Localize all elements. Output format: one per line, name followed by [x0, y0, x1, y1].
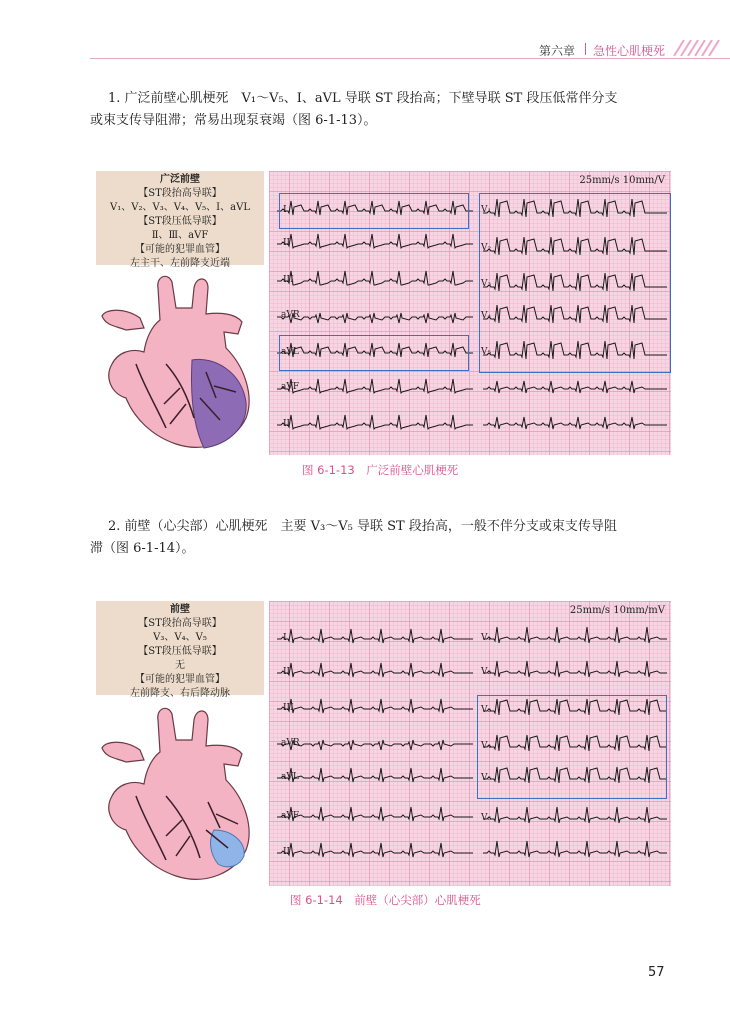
page-header	[0, 0, 730, 62]
ecg-trace-left-1	[277, 629, 473, 643]
ecg-trace-right-2	[483, 661, 667, 677]
ecg-strip-figure2	[269, 601, 671, 886]
lead-label-aVL: aVL	[281, 347, 299, 357]
lead-label-III: III	[283, 703, 294, 713]
ecg-strip-figure1	[269, 171, 671, 455]
lead-label-aVF: aVF	[281, 382, 300, 392]
lead-label-aVR: aVR	[281, 738, 300, 748]
section2-line1: 2. 前壁（心尖部）心肌梗死 主要 V₃～V₅ 导联 ST 段抬高，一般不伴分支或束支传导阻	[108, 519, 617, 534]
info-line: 左主干、左前降支近端	[130, 258, 230, 269]
section2-line2: 滞（图 6-1-14）。	[90, 541, 195, 556]
page-number: 57	[648, 965, 665, 980]
ecg-trace-left-5	[277, 768, 473, 782]
info-line: V₁、V₂、V₃、V₄、V₅、Ⅰ、aVL	[110, 202, 250, 213]
section1-line2: 或束支传导阻滞；常易出现泵衰竭（图 6-1-13）。	[90, 113, 377, 128]
lead-label-aVF: aVF	[281, 811, 300, 821]
info-line: 【可能的犯罪血管】	[135, 244, 225, 255]
figure2-caption: 图 6-1-14 前壁（心尖部）心肌梗死	[290, 893, 481, 907]
info-title: 前壁	[170, 604, 190, 615]
heart-illustration-anterior-extensive	[96, 268, 266, 458]
ecg-trace-left-7	[277, 415, 473, 429]
figure1-caption: 图 6-1-13 广泛前壁心肌梗死	[302, 463, 459, 477]
highlight-box-V1-V5	[479, 193, 671, 373]
chapter-title: 急性心肌梗死	[593, 44, 666, 58]
highlight-box-I	[279, 193, 469, 229]
ecg-speed-label: 25mm/s 10mm/V	[579, 175, 665, 186]
info-line: 【ST段压低导联】	[138, 216, 222, 227]
lead-label-I: I	[283, 205, 287, 215]
header-stripes-decoration	[672, 40, 722, 56]
ecg-trace-left-3	[277, 271, 473, 285]
info-line: V₃、V₄、V₅	[153, 632, 207, 643]
ecg-trace-right-1	[483, 627, 667, 643]
ecg-trace-left-2	[277, 234, 473, 248]
section1-line1: 1. 广泛前壁心肌梗死 V₁～V₅、Ⅰ、aVL 导联 ST 段抬高；下壁导联 ST 段压低常伴分支	[108, 91, 618, 106]
highlight-box-V3-V5	[477, 695, 667, 799]
lead-label-aVR: aVR	[281, 310, 300, 320]
lead-label-V2: V₂	[481, 243, 492, 253]
info-line: 【ST段抬高导联】	[138, 618, 222, 629]
ecg-trace-right-7	[483, 841, 667, 857]
info-title: 广泛前壁	[160, 174, 200, 185]
ecg-trace-right-6	[483, 807, 667, 823]
ecg-trace-left-2	[277, 663, 473, 677]
ecg-trace-left-6	[277, 807, 473, 821]
lead-label-II-rhythm: II	[283, 419, 291, 429]
lead-label-II: II	[283, 667, 291, 677]
ecg-trace-right-7	[483, 417, 667, 429]
lead-label-V5: V₅	[481, 773, 492, 783]
ecg-trace-left-7	[277, 843, 473, 857]
lead-label-I: I	[283, 633, 287, 643]
lead-label-V1: V₁	[481, 205, 492, 215]
lead-label-II-rhythm: II	[283, 847, 291, 857]
ecg-speed-label: 25mm/s 10mm/mV	[569, 605, 665, 616]
lead-label-V6: V₆	[481, 813, 492, 823]
info-line: 无	[175, 660, 185, 671]
figure1-info-box	[96, 171, 264, 269]
info-line: 【ST段压低导联】	[138, 646, 222, 657]
ecg-trace-left-3	[277, 699, 473, 713]
lead-label-V5: V₅	[481, 347, 492, 357]
info-line: 左前降支、右后降动脉	[130, 688, 230, 699]
lead-label-III: III	[283, 275, 294, 285]
header-rule	[90, 58, 730, 59]
chapter-label: 第六章	[539, 44, 576, 58]
info-line: 【ST段抬高导联】	[138, 188, 222, 199]
info-line: 【可能的犯罪血管】	[135, 674, 225, 685]
info-line: Ⅱ、Ⅲ、aVF	[151, 230, 209, 241]
ecg-trace-left-4	[277, 740, 473, 750]
figure2-info-box	[96, 601, 264, 699]
highlight-box-aVL	[279, 335, 469, 371]
lead-label-aVL: aVL	[281, 772, 299, 782]
lead-label-II: II	[283, 238, 291, 248]
ecg-trace-right-6	[483, 381, 667, 393]
lead-label-V4: V₄	[481, 741, 492, 751]
heart-illustration-apical	[96, 702, 266, 887]
ecg-trace-left-6	[277, 379, 473, 393]
lead-label-V1: V₁	[481, 633, 492, 643]
lead-label-V4: V₄	[481, 311, 492, 321]
header-separator	[585, 43, 586, 55]
lead-label-V2: V₂	[481, 667, 492, 677]
lead-label-V3: V₃	[481, 279, 492, 289]
lead-label-V3: V₃	[481, 705, 492, 715]
ecg-trace-left-4	[277, 313, 473, 323]
